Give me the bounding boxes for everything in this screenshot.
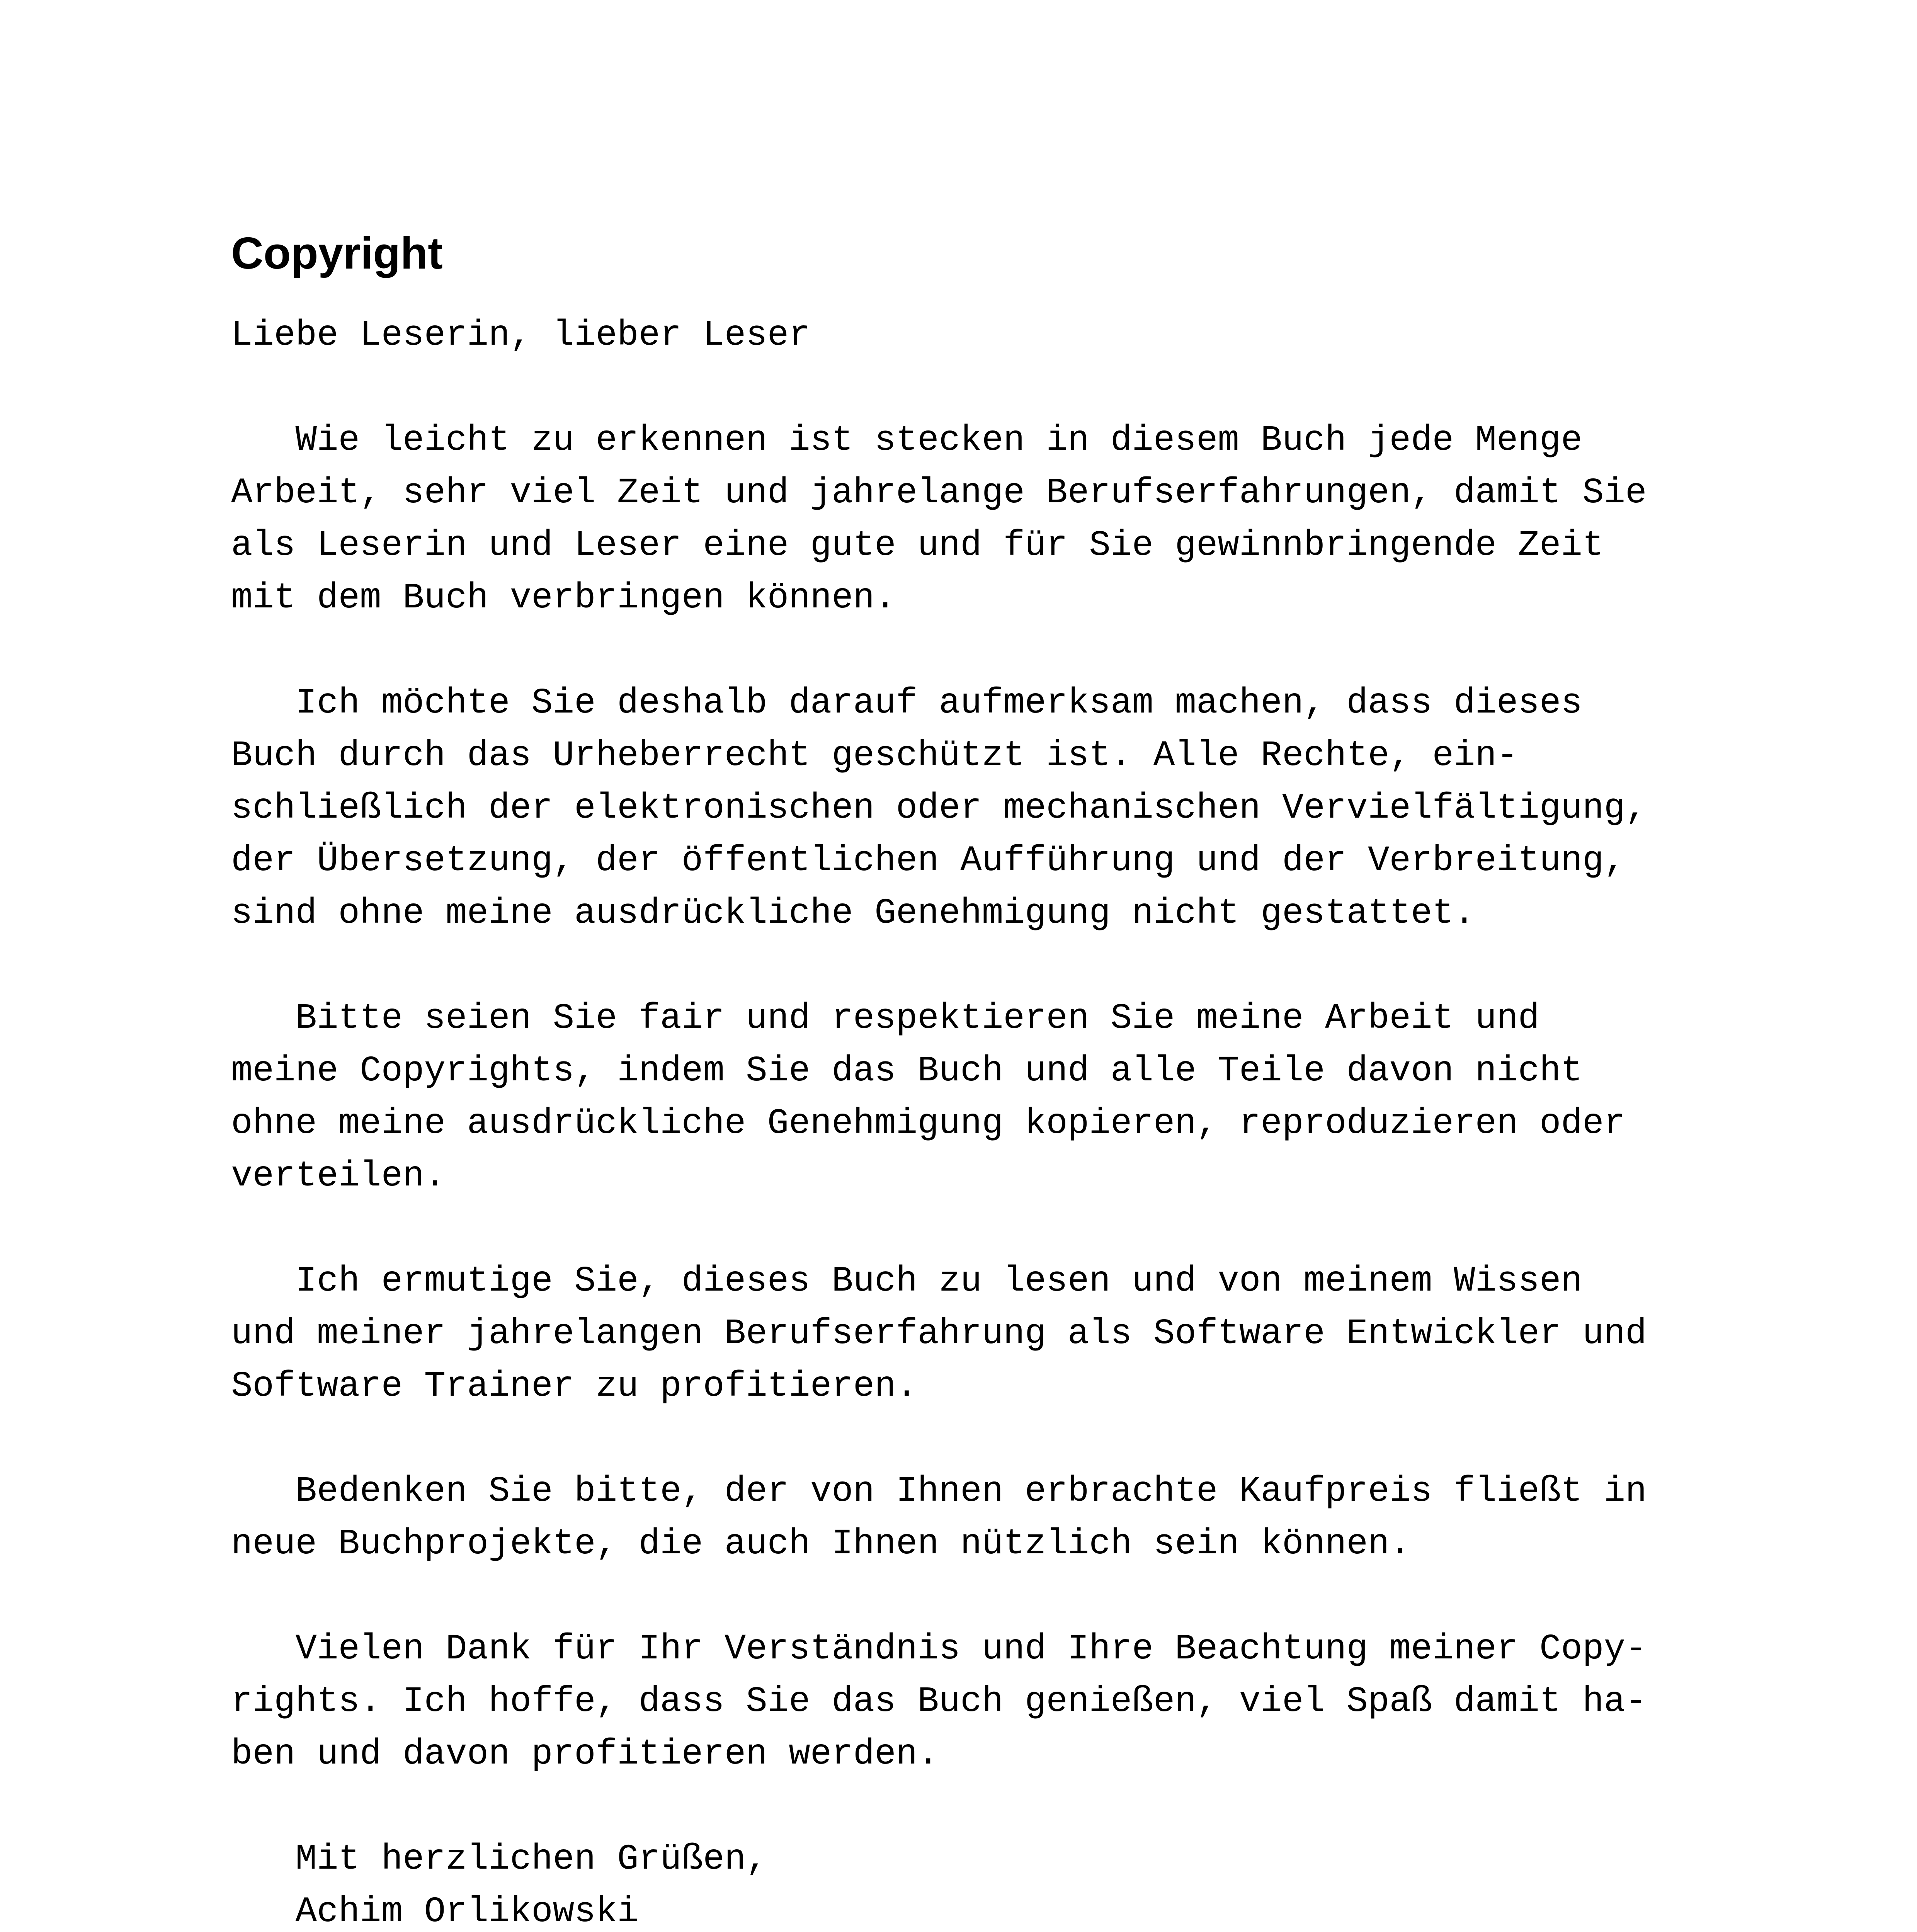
author-name: Achim Orlikowski bbox=[231, 1891, 639, 1932]
paragraph-encouragement: Ich ermutige Sie, dieses Buch zu lesen und von meinem Wissen und meiner jahrelangen Berufserfahrung als Software Entwickler und Software Trainer zu profitieren. bbox=[231, 1261, 1647, 1406]
page-title: Copyright bbox=[231, 228, 443, 278]
paragraph-purchase-price: Bedenken Sie bitte, der von Ihnen erbrachte Kaufpreis fließt in neue Buchprojekte, die auch Ihnen nützlich sein können. bbox=[231, 1471, 1647, 1564]
paragraph-thanks: Vielen Dank für Ihr Verständnis und Ihre Beachtung meiner Copy- rights. Ich hoffe, dass Sie das Buch genießen, viel Spaß damit ha- ben und davon profitieren werden. bbox=[231, 1629, 1647, 1774]
paragraph-effort: Wie leicht zu erkennen ist stecken in diesem Buch jede Menge Arbeit, sehr viel Zeit und jahrelange Berufserfahrungen, damit Sie als Leserin und Leser eine gute und für Sie gewinnbringende Zeit mit dem Buch verbringen können. bbox=[231, 420, 1647, 618]
salutation: Liebe Leserin, lieber Leser bbox=[231, 315, 810, 355]
closing-line: Mit herzlichen Grüßen, bbox=[231, 1839, 767, 1879]
letter-body bbox=[231, 309, 1669, 1932]
paragraph-fairness-request: Bitte seien Sie fair und respektieren Sie meine Arbeit und meine Copyrights, indem Sie das Buch und alle Teile davon nicht ohne meine ausdrückliche Genehmigung kopieren, reproduzieren oder verteilen. bbox=[231, 998, 1626, 1196]
paragraph-copyright-notice: Ich möchte Sie deshalb darauf aufmerksam machen, dass dieses Buch durch das Urheberrecht geschützt ist. Alle Rechte, ein- schließlich der elektronischen oder mechanischen Vervielfältigung, der Übersetzung, der öffentlichen Aufführung und der Verbreitung, sind ohne meine ausdrückliche Genehmigung nicht gestattet. bbox=[231, 683, 1647, 934]
